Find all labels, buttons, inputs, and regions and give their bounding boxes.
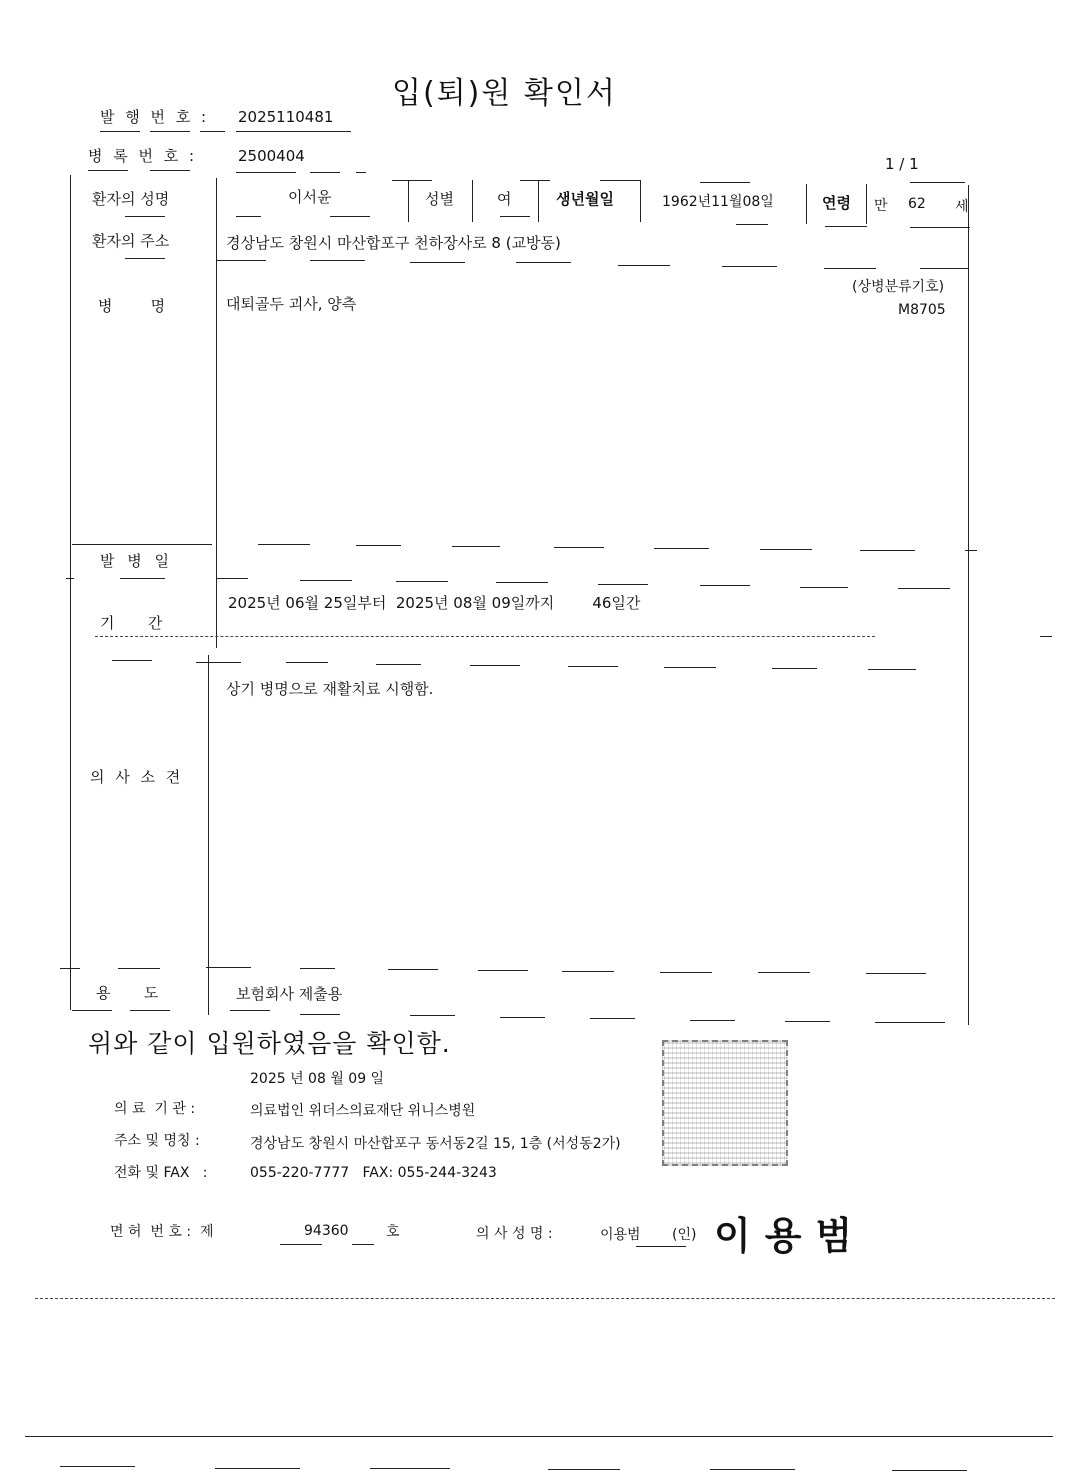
address-label: 환자의 주소	[92, 232, 170, 250]
usage-label: 용 도	[96, 984, 159, 1002]
institution-name-label: 의 료 기 관 :	[114, 1101, 196, 1117]
license-label: 면 허 번 호 : 제	[110, 1224, 214, 1240]
hospital-seal	[662, 1040, 788, 1166]
onset-label: 발 병 일	[100, 552, 174, 570]
diagnosis-label: 병 명	[98, 297, 166, 315]
issue-no: 2025110481	[238, 108, 334, 126]
period-value: 2025년 06월 25일부터 2025년 08월 09일까지 46일간	[228, 594, 641, 612]
confirm-statement: 위와 같이 입원하였음을 확인함.	[88, 1029, 451, 1058]
birth-label: 생년월일	[556, 190, 614, 208]
birth-value: 1962년11월08일	[662, 194, 774, 210]
reg-no: 2500404	[238, 147, 305, 165]
age-unit: 세	[955, 199, 969, 215]
institution-address: 경상남도 창원시 마산합포구 동서동2길 15, 1층 (서성동2가)	[250, 1136, 621, 1152]
doctor-seal-mark: (인)	[672, 1227, 697, 1243]
institution-name: 의료법인 위더스의료재단 위니스병원	[250, 1103, 476, 1119]
patient-name: 이서윤	[288, 188, 332, 206]
issue-no-label: 발 행 번 호 :	[100, 108, 210, 126]
page-indicator: 1 / 1	[885, 155, 919, 173]
period-label: 기 간	[100, 614, 163, 632]
doctor-name-label: 의 사 성 명 :	[476, 1226, 553, 1242]
diagnosis-code-label: (상병분류기호)	[852, 279, 945, 295]
institution-phone-label: 전화 및 FAX :	[114, 1165, 208, 1181]
address-value: 경상남도 창원시 마산합포구 천하장사로 8 (교방동)	[226, 234, 561, 252]
institution-address-label: 주소 및 명칭 :	[114, 1133, 200, 1149]
opinion-value: 상기 병명으로 재활치료 시행함.	[226, 680, 434, 698]
doctor-signature: 이용범	[714, 1213, 867, 1258]
sex-value: 여	[497, 190, 512, 208]
opinion-label: 의 사 소 견	[90, 768, 184, 786]
document-title: 입(퇴)원 확인서	[392, 76, 617, 111]
patient-name-label: 환자의 성명	[92, 190, 170, 208]
sex-label: 성별	[425, 190, 454, 208]
diagnosis-code: M8705	[898, 302, 946, 318]
confirm-date: 2025 년 08 월 09 일	[250, 1071, 385, 1087]
license-no: 94360	[304, 1223, 349, 1239]
license-suffix: 호	[386, 1224, 400, 1240]
reg-no-label: 병 록 번 호 :	[88, 147, 198, 165]
doctor-name: 이용범	[600, 1227, 641, 1243]
diagnosis-value: 대퇴골두 괴사, 양측	[226, 295, 357, 313]
age-value: 62	[908, 196, 926, 212]
institution-phone: 055-220-7777 FAX: 055-244-3243	[250, 1165, 497, 1181]
usage-value: 보험회사 제출용	[236, 985, 343, 1003]
age-prefix: 만	[874, 198, 888, 214]
age-label: 연령	[822, 194, 851, 212]
